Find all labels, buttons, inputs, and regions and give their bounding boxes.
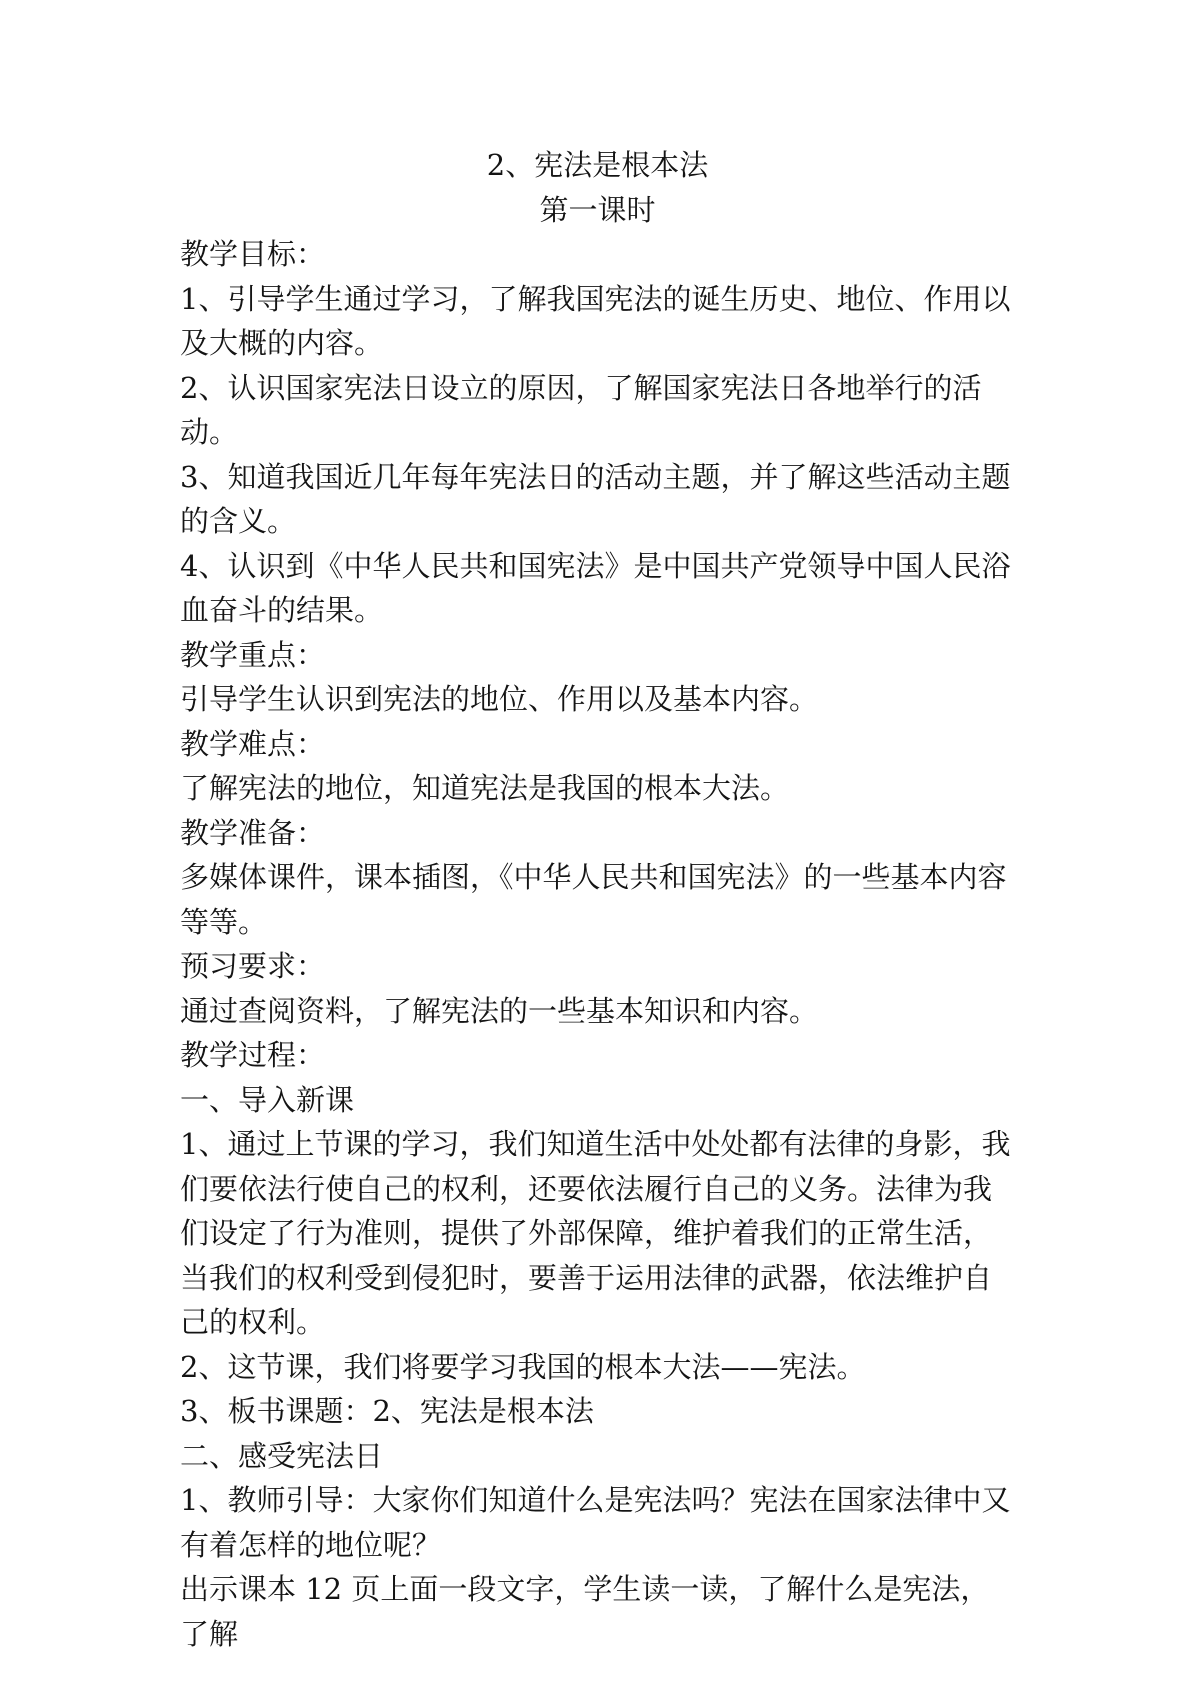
section-heading-process: 教学过程：	[180, 1038, 326, 1072]
paragraph: 1、通过上节课的学习，我们知道生活中处处都有法律的身影，我们要依法行使自己的权利，还要依法履行自己的义务。法律为我们设定了行为准则，提供了外部保障，维护着我们的正常生活，当我们的权利受到侵犯时，要善于运用法律的武器，依法维护自己的权利。	[180, 1127, 1011, 1339]
paragraph: 1、教师引导：大家你们知道什么是宪法吗？宪法在国家法律中又有着怎样的地位呢？	[180, 1483, 1011, 1562]
paragraph: 4、认识到《中华人民共和国宪法》是中国共产党领导中国人民浴血奋斗的结果。	[180, 548, 1011, 627]
paragraph: 出示课本 12 页上面一段文字，学生读一读，了解什么是宪法，了解	[180, 1572, 990, 1651]
document-subtitle: 第一课时	[539, 192, 656, 227]
section-heading-difficulties: 教学难点：	[180, 726, 326, 761]
document-title: 2、宪法是根本法	[486, 148, 709, 182]
paragraph: 了解宪法的地位，知道宪法是我国的根本大法。	[180, 771, 790, 805]
subsection-heading: 一、导入新课	[180, 1082, 355, 1117]
document-body	[180, 143, 1015, 1656]
subsection-heading: 二、感受宪法日	[180, 1438, 384, 1473]
section-heading-preparation: 教学准备：	[180, 815, 326, 850]
section-heading-preview: 预习要求：	[180, 949, 326, 983]
paragraph: 多媒体课件，课本插图，《中华人民共和国宪法》的一些基本内容等等。	[180, 860, 1007, 939]
section-heading-objectives: 教学目标：	[180, 237, 326, 271]
paragraph: 2、认识国家宪法日设立的原因，了解国家宪法日各地举行的活动。	[180, 370, 982, 449]
paragraph: 1、引导学生通过学习，了解我国宪法的诞生历史、地位、作用以及大概的内容。	[180, 281, 1011, 360]
section-heading-key-points: 教学重点：	[180, 637, 326, 672]
paragraph: 2、这节课，我们将要学习我国的根本大法——宪法。	[180, 1349, 866, 1384]
paragraph: 3、板书课题：2、宪法是根本法	[180, 1394, 594, 1428]
paragraph: 3、知道我国近几年每年宪法日的活动主题，并了解这些活动主题的含义。	[180, 459, 1011, 538]
paragraph: 引导学生认识到宪法的地位、作用以及基本内容。	[180, 682, 819, 716]
paragraph: 通过查阅资料，了解宪法的一些基本知识和内容。	[180, 993, 819, 1028]
